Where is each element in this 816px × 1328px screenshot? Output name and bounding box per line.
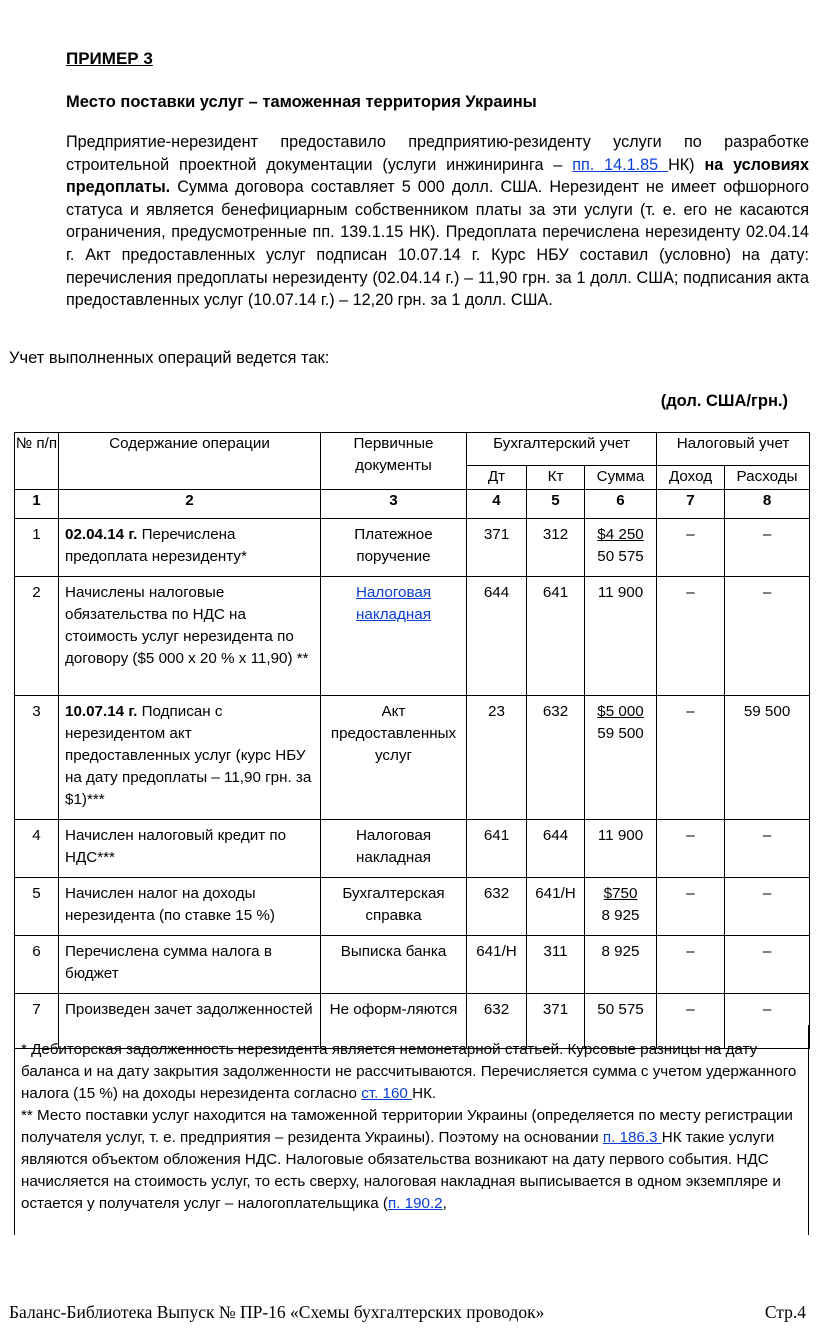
- row-no: 1: [15, 519, 59, 577]
- row-sum: 11 900: [585, 820, 657, 878]
- row-kt: 311: [527, 936, 585, 994]
- row-expense: –: [725, 878, 810, 936]
- intro-text-1: Предприятие-нерезидент предоставило предприятию-резиденту услуги по разработке строительной проектной документации (услуги инжиниринга –: [66, 133, 809, 174]
- footer-publication: Баланс-Библиотека Выпуск № ПР-16 «Схемы бухгалтерских проводок»: [9, 1302, 545, 1322]
- row-document: Налоговая накладная: [321, 820, 467, 878]
- row-sum: 50 575: [585, 994, 657, 1049]
- row-expense: 59 500: [725, 696, 810, 820]
- lead-text: Учет выполненных операций ведется так:: [9, 349, 330, 367]
- row-document: Не оформ-ляются: [321, 994, 467, 1049]
- row-income: –: [657, 936, 725, 994]
- row-date: 02.04.14 г.: [65, 526, 138, 543]
- units-label: (дол. США/грн.): [660, 392, 788, 410]
- link-p-190-2[interactable]: п. 190.2: [387, 1195, 443, 1212]
- intro-text-2: НК): [668, 155, 705, 174]
- row-no: 6: [15, 936, 59, 994]
- row-dt: 23: [467, 696, 527, 820]
- header-content: Содержание операции: [59, 433, 321, 490]
- row-kt: 371: [527, 994, 585, 1049]
- note-1-text: * Дебиторская задолженность нерезидента является немонетарной статьей. Курсовые разницы на дату баланса и на дату закрытия задолженности не рассчитываются. Перечисляется сумма с учетом удержанного налога (15 %) на доходы нерезидента согласно: [21, 1041, 797, 1102]
- table-row: [15, 519, 810, 577]
- row-income: –: [657, 994, 725, 1049]
- footnotes-text: [21, 1039, 801, 1215]
- row-dt: 641/Н: [467, 936, 527, 994]
- header-income: Доход: [657, 466, 725, 490]
- col-number: 1: [15, 490, 59, 519]
- row-kt: 644: [527, 820, 585, 878]
- row-no: 4: [15, 820, 59, 878]
- row-sum: 8 925: [585, 936, 657, 994]
- row-expense: –: [725, 519, 810, 577]
- row-income: –: [657, 696, 725, 820]
- section-subheading: Место поставки услуг – таможенная территория Украины: [66, 93, 537, 111]
- note-1-tail: НК.: [412, 1085, 437, 1102]
- row-no: 2: [15, 577, 59, 696]
- row-sum: [585, 696, 657, 820]
- row-kt: 312: [527, 519, 585, 577]
- row-kt: 632: [527, 696, 585, 820]
- row-sum-usd: $4 250: [597, 526, 644, 543]
- row-dt: 632: [467, 878, 527, 936]
- header-accounting: Бухгалтерский учет: [467, 433, 657, 466]
- row-income: –: [657, 519, 725, 577]
- row-sum-usd: $750: [603, 885, 638, 902]
- row-content: [59, 696, 321, 820]
- row-content: [59, 519, 321, 577]
- link-pp-14-1-85[interactable]: пп. 14.1.85: [572, 155, 669, 174]
- row-expense: –: [725, 820, 810, 878]
- row-document: Выписка банка: [321, 936, 467, 994]
- table-row: [15, 696, 810, 820]
- note-2-tail: ,: [442, 1195, 447, 1212]
- header-no: № п/п: [15, 433, 59, 490]
- col-number: 3: [321, 490, 467, 519]
- col-number: 8: [725, 490, 810, 519]
- row-sum: 11 900: [585, 577, 657, 696]
- operations-table: [14, 432, 810, 1049]
- footnotes-box: [14, 1025, 809, 1235]
- table-row: [15, 878, 810, 936]
- row-kt: 641: [527, 577, 585, 696]
- footer-page-number: Стр.4: [764, 1302, 806, 1322]
- intro-bold-prepayment: на условиях предоплаты.: [66, 155, 809, 197]
- row-kt: 641/Н: [527, 878, 585, 936]
- row-sum-uah: 59 500: [597, 725, 644, 742]
- row-content-text: Подписан с нерезидентом акт предоставленных услуг (курс НБУ на дату предоплаты – 11,90 грн. за $1)***: [65, 703, 312, 808]
- row-sum: [585, 878, 657, 936]
- col-number: 5: [527, 490, 585, 519]
- intro-paragraph: [66, 131, 809, 312]
- row-document: Акт предоставленных услуг: [321, 696, 467, 820]
- row-dt: 644: [467, 577, 527, 696]
- row-sum-uah: 8 925: [601, 907, 640, 924]
- row-dt: 371: [467, 519, 527, 577]
- intro-text-3: Сумма договора составляет 5 000 долл. США. Нерезидент не имеет офшорного статуса и является бенефициарным собственником платы за эти услуги (т. е. его не касаются ограничения, предусмотренные пп. 139.1.15 НК). Предоплата перечислена нерезиденту 02.04.14 г. Акт предоставленных услуг подписан 10.07.14 г. Курс НБУ составил (условно) на дату: перечисления предоплаты нерезиденту (02.04.14 г.) – 11,90 грн. за 1 долл. США; подписания акта предоставленных услуг (10.07.14 г.) – 12,20 грн. за 1 долл. США.: [66, 178, 809, 310]
- table-row: [15, 936, 810, 994]
- header-tax: Налоговый учет: [657, 433, 810, 466]
- col-number: 4: [467, 490, 527, 519]
- header-documents: Первичные документы: [321, 433, 467, 490]
- row-income: –: [657, 577, 725, 696]
- header-expense: Расходы: [725, 466, 810, 490]
- row-dt: 632: [467, 994, 527, 1049]
- example-heading: ПРИМЕР 3: [66, 49, 153, 68]
- row-income: –: [657, 878, 725, 936]
- row-content: Произведен зачет задолженностей: [59, 994, 321, 1049]
- row-expense: –: [725, 936, 810, 994]
- link-tax-invoice[interactable]: Налоговая накладная: [355, 584, 432, 623]
- table-row: [15, 577, 810, 696]
- row-expense: –: [725, 577, 810, 696]
- row-content: Перечислена сумма налога в бюджет: [59, 936, 321, 994]
- row-document: Бухгалтерская справка: [321, 878, 467, 936]
- row-sum-uah: 50 575: [597, 548, 644, 565]
- col-number: 7: [657, 490, 725, 519]
- link-st-160[interactable]: ст. 160: [361, 1085, 413, 1102]
- row-content-text: Перечислена предоплата нерезиденту*: [65, 526, 247, 565]
- row-income: –: [657, 820, 725, 878]
- row-content: Начислен налоговый кредит по НДС***: [59, 820, 321, 878]
- row-sum: [585, 519, 657, 577]
- row-document: Платежное поручение: [321, 519, 467, 577]
- row-expense: –: [725, 994, 810, 1049]
- row-document: [321, 577, 467, 696]
- header-dt: Дт: [467, 466, 527, 490]
- header-sum: Сумма: [585, 466, 657, 490]
- row-no: 3: [15, 696, 59, 820]
- row-no: 7: [15, 994, 59, 1049]
- header-kt: Кт: [527, 466, 585, 490]
- row-date: 10.07.14 г.: [65, 703, 138, 720]
- row-content: Начислены налоговые обязательства по НДС на стоимость услуг нерезидента по договору ($5 000 х 20 % х 11,90) **: [59, 577, 321, 696]
- row-sum-usd: $5 000: [597, 703, 644, 720]
- col-number: 6: [585, 490, 657, 519]
- note-2-text: ** Место поставки услуг находится на таможенной территории Украины (определяется по месту регистрации получателя услуг, т. е. предприятия – резидента Украины). Поэтому на основании: [21, 1107, 793, 1146]
- note-2-text-b: НК такие услуги являются объектом обложения НДС. Налоговые обязательства возникают на дату первого события. НДС начисляется на стоимость услуг, то есть сверху, налоговая накладная выписывается в одном экземпляре и остается у получателя услуг – налогоплательщика (: [21, 1129, 781, 1212]
- row-no: 5: [15, 878, 59, 936]
- row-dt: 641: [467, 820, 527, 878]
- col-number: 2: [59, 490, 321, 519]
- row-content: Начислен налог на доходы нерезидента (по ставке 15 %): [59, 878, 321, 936]
- table-row: [15, 820, 810, 878]
- link-p-186-3[interactable]: п. 186.3: [602, 1129, 662, 1146]
